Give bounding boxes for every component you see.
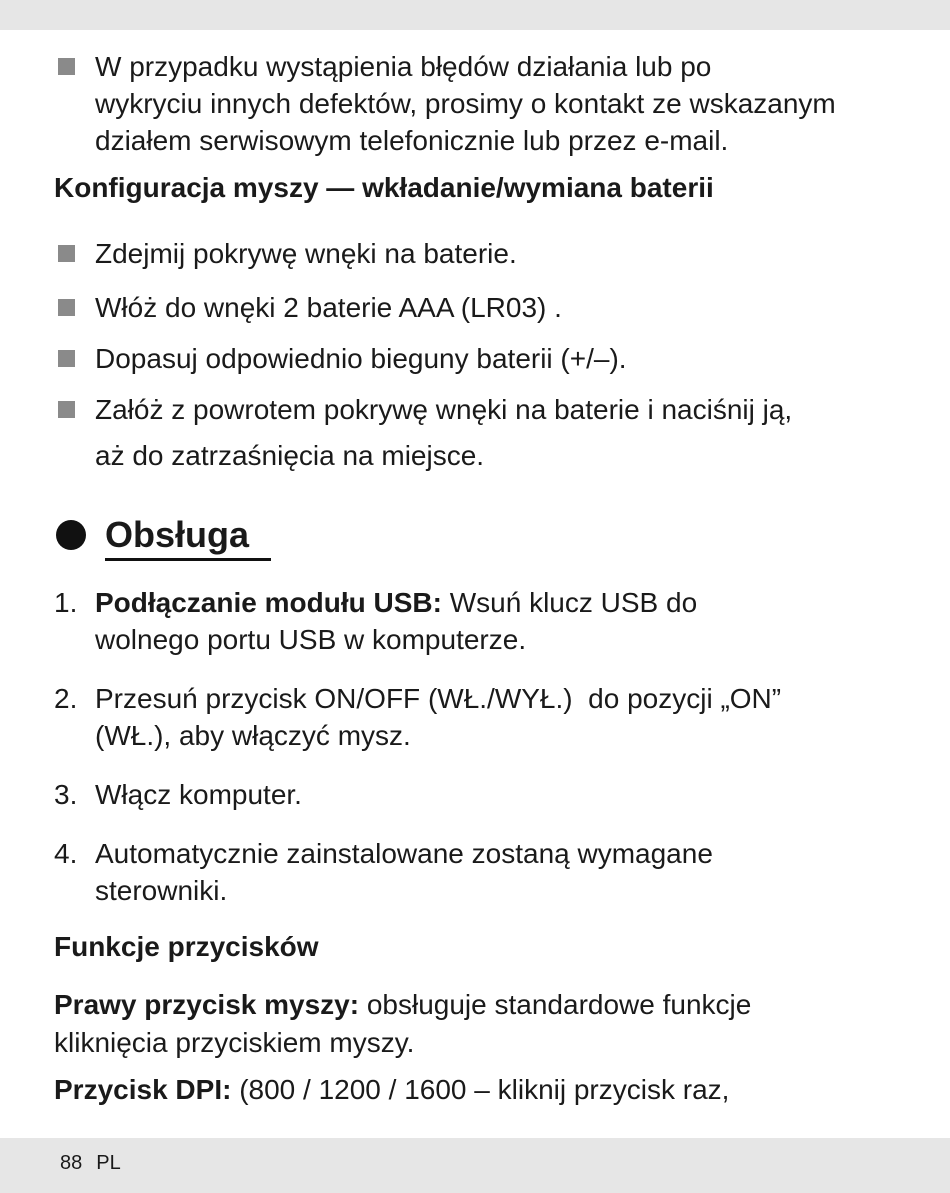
bullet-square-icon [58, 245, 75, 262]
intro-bullet-line-1: W przypadku wystąpienia błędów działania lub po [95, 51, 712, 82]
bottom-margin-band [0, 1138, 950, 1193]
list-item-1-line-1 [95, 584, 697, 621]
right-button-paragraph-line-2: kliknięcia przyciskiem myszy. [54, 1027, 415, 1058]
page-footer [60, 1152, 135, 1175]
list-item-1-bold: Podłączanie modułu USB: [95, 587, 442, 618]
battery-step-4-continued: aż do zatrzaśnięcia na miejsce. [95, 440, 485, 471]
list-item-1-line-2: wolnego portu USB w komputerze. [95, 624, 527, 655]
dpi-button-label: Przycisk DPI: [54, 1074, 232, 1105]
bullet-square-icon [58, 401, 75, 418]
list-number: 2. [54, 683, 78, 714]
dpi-button-text: (800 / 1200 / 1600 – kliknij przycisk raz, [231, 1074, 730, 1105]
right-button-text: obsługuje standardowe funkcje [359, 989, 752, 1020]
language-code: PL [96, 1152, 121, 1174]
list-item-4-line-1: Automatycznie zainstalowane zostaną wymagane [95, 838, 713, 869]
right-button-label: Prawy przycisk myszy: [54, 989, 360, 1020]
bullet-square-icon [58, 350, 75, 367]
battery-step-2: Włóż do wnęki 2 baterie AAA (LR03) . [95, 292, 562, 323]
section-title-underline [105, 558, 271, 561]
list-item-1-text: Wsuń klucz USB do [441, 587, 698, 618]
list-item-2-line-2: (WŁ.), aby włączyć mysz. [95, 720, 411, 751]
section-bullet-dot-icon [56, 520, 86, 550]
section-title: Obsługa [105, 514, 250, 555]
bullet-square-icon [58, 299, 75, 316]
buttons-section-heading: Funkcje przycisków [54, 931, 319, 962]
list-item-4-line-2: sterowniki. [95, 875, 228, 906]
page-number: 88 [60, 1152, 83, 1174]
battery-step-1: Zdejmij pokrywę wnęki na baterie. [95, 238, 517, 269]
top-margin-band [0, 0, 950, 30]
intro-bullet-line-3: działem serwisowym telefonicznie lub przez e-mail. [95, 125, 729, 156]
battery-step-3: Dopasuj odpowiednio bieguny baterii (+/–). [95, 343, 627, 374]
list-number: 3. [54, 779, 78, 810]
intro-bullet-line-2: wykryciu innych defektów, prosimy o kontakt ze wskazanym [95, 88, 836, 119]
bullet-square-icon [58, 58, 75, 75]
battery-step-4: Załóż z powrotem pokrywę wnęki na baterie i naciśnij ją, [95, 394, 793, 425]
list-item-3-line-1: Włącz komputer. [95, 779, 302, 810]
right-button-paragraph-line-1 [54, 986, 751, 1023]
dpi-button-paragraph [54, 1071, 729, 1108]
battery-section-heading: Konfiguracja myszy — wkładanie/wymiana baterii [54, 172, 714, 203]
list-item-2-line-1: Przesuń przycisk ON/OFF (WŁ./WYŁ.) do pozycji „ON” [95, 683, 782, 714]
list-number: 4. [54, 838, 78, 869]
list-number: 1. [54, 587, 78, 618]
